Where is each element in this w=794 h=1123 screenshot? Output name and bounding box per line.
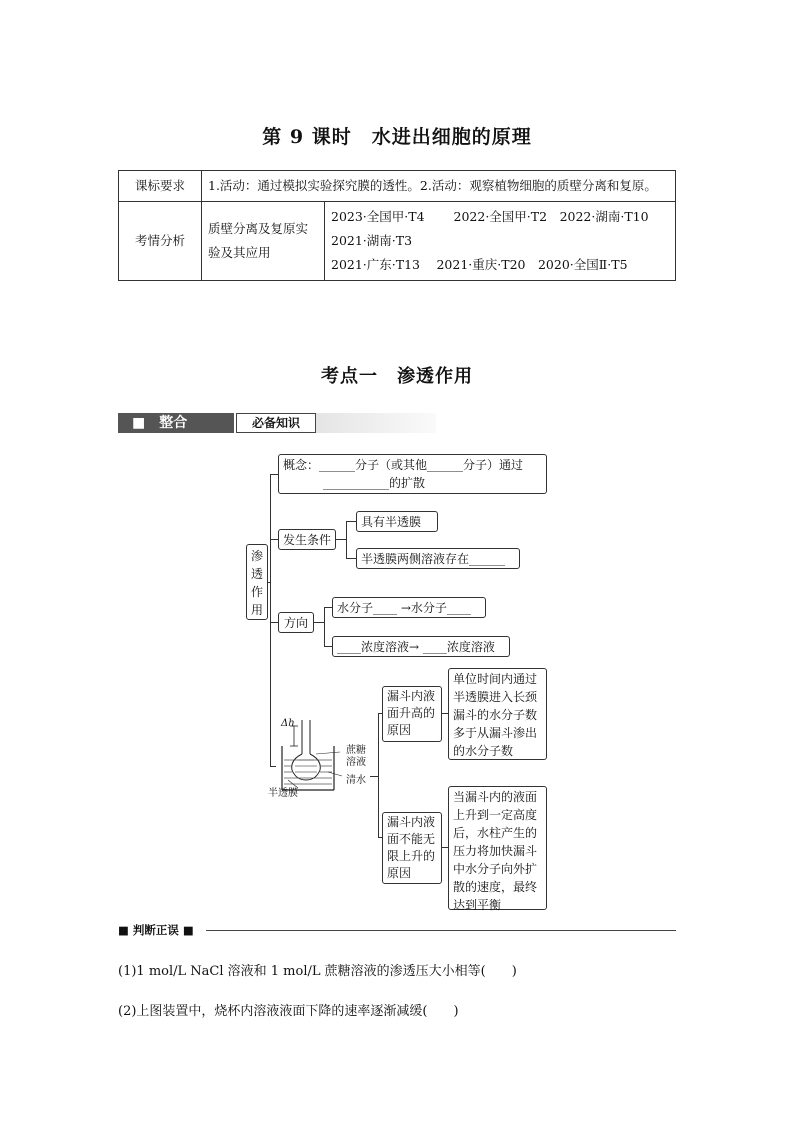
banner-tag: ■ 整合	[118, 413, 234, 433]
root-node: 渗透作用	[246, 544, 268, 620]
question-1: (1)1 mol/L NaCl 溶液和 1 mol/L 蔗糖溶液的渗透压大小相等( )	[118, 964, 517, 979]
connector	[268, 582, 271, 583]
requirements-table	[118, 170, 676, 281]
direction-item: 水分子____ →水分子____	[332, 597, 486, 618]
limit-reason-label: 漏斗内液面不能无限上升的原因	[382, 812, 442, 884]
connector	[370, 776, 378, 777]
row-label: 考情分析	[119, 202, 202, 281]
row-label: 课标要求	[119, 171, 202, 202]
row-topic: 质壁分离及复原实验及其应用	[202, 202, 325, 281]
exam-line: 2021·广东·T13 2021·重庆·T20 2020·全国Ⅱ·T5	[331, 257, 628, 272]
connector	[378, 713, 379, 837]
page-title: 第 9 课时 水进出细胞的原理	[262, 126, 532, 148]
rise-reason-label: 漏斗内液面升高的原因	[382, 686, 442, 742]
connector	[346, 558, 356, 559]
concept-line: ___________的扩散	[323, 476, 426, 490]
connector	[270, 622, 278, 623]
connector	[346, 521, 347, 558]
connector	[324, 646, 332, 647]
connector	[324, 607, 332, 608]
question-2: (2)上图装置中，烧杯内溶液液面下降的速率逐渐减缓( )	[118, 1004, 459, 1019]
direction-node: 方向	[278, 612, 314, 633]
section-title: 考点一 渗透作用	[321, 366, 473, 387]
condition-item: 半透膜两侧溶液存在______	[356, 548, 520, 569]
delta-h-label: Δh	[281, 718, 295, 729]
row-content: 1.活动：通过模拟实验探究膜的透性。2.活动：观察植物细胞的质壁分离和复原。	[202, 171, 676, 202]
connector	[324, 607, 325, 646]
banner-label: 必备知识	[236, 413, 316, 433]
divider	[206, 930, 676, 931]
water-label: 清水	[346, 775, 366, 786]
section-banner	[118, 411, 436, 435]
connector	[270, 539, 278, 540]
connector	[346, 521, 356, 522]
connector	[314, 622, 324, 623]
concept-node	[278, 454, 547, 494]
sucrose-label: 蔗糖溶液	[346, 745, 366, 768]
limit-reason: 当漏斗内的液面上升到一定高度后，水柱产生的压力将加快漏斗中水分子向外扩散的速度，最终达到平衡	[448, 786, 547, 910]
exam-line: 2021·湖南·T3	[331, 233, 413, 248]
exam-line: 2023·全国甲·T4 2022·全国甲·T2 2022·湖南·T10	[331, 209, 649, 224]
row-content	[325, 202, 676, 281]
table-row	[119, 202, 676, 281]
connector	[336, 539, 346, 540]
rise-reason: 单位时间内通过半透膜进入长颈漏斗的水分子数多于从漏斗渗出的水分子数	[448, 668, 547, 760]
direction-item: ____浓度溶液→ ____浓度溶液	[332, 636, 510, 657]
conditions-node: 发生条件	[278, 529, 336, 550]
judge-header	[118, 922, 676, 938]
condition-item: 具有半透膜	[356, 511, 438, 532]
membrane-label: 半透膜	[268, 788, 298, 799]
judge-heading: ■ 判断正误 ■	[118, 923, 194, 937]
connector	[270, 474, 278, 475]
table-row	[119, 171, 676, 202]
concept-line: 概念：______分子（或其他______分子）通过	[283, 458, 524, 472]
